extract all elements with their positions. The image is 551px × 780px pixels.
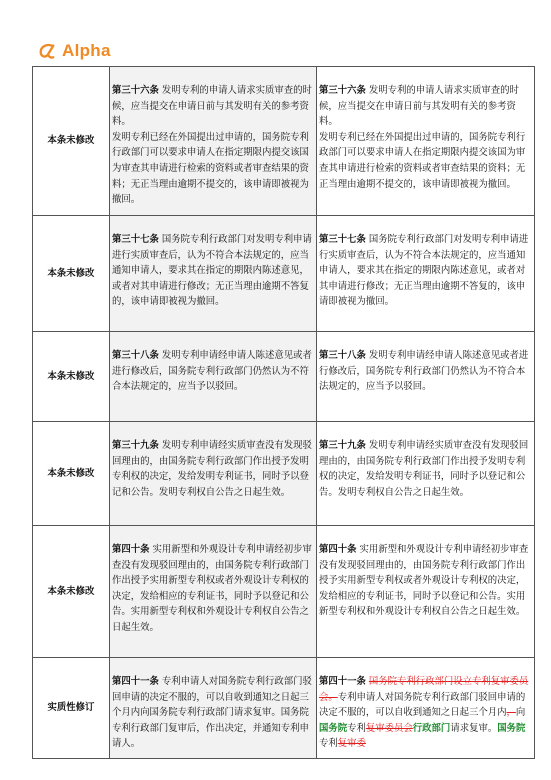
old-text-cell <box>110 216 317 332</box>
deleted-text: 国务院专利行政部门设立专利复审委员会。 <box>319 676 529 703</box>
old-text-cell <box>110 332 317 422</box>
article-number: 第三十八条 <box>319 350 366 361</box>
article-text: 请求复审。 <box>450 722 498 734</box>
status-cell: 本条未修改 <box>33 332 110 422</box>
article-text: 发明专利申请经申请人陈述意见或者进行修改后，国务院专利行政部门仍然认为不符合本法规定的，应当予以驳回。 <box>112 350 312 393</box>
article-number: 第三十九条 <box>319 440 366 451</box>
table-row <box>33 332 535 422</box>
new-text-cell <box>317 216 535 332</box>
comparison-table <box>32 66 535 759</box>
table-row <box>33 422 535 526</box>
paragraph <box>112 83 315 130</box>
alpha-logo-icon <box>38 42 56 60</box>
article-number: 第四十条 <box>112 544 150 555</box>
status-cell: 本条未修改 <box>33 422 110 526</box>
status-cell: 本条未修改 <box>33 526 110 658</box>
paragraph <box>319 232 533 310</box>
deleted-text: 复审委 <box>337 738 366 750</box>
article-number: 第四十条 <box>319 544 357 555</box>
article-text: 国务院专利行政部门对发明专利申请进行实质审查后，认为不符合本法规定的，应当通知申请人，要求其在指定的期限内陈述意见，或者对其申请进行修改；无正当理由逾期不答复的，该申请即被视为撤回。 <box>112 234 312 308</box>
article-number: 第三十六条 <box>112 85 159 96</box>
article-number: 第三十八条 <box>112 350 159 361</box>
table-row <box>33 216 535 332</box>
status-cell: 本条未修改 <box>33 67 110 216</box>
paragraph <box>319 674 533 752</box>
inserted-text: 行政部门 <box>412 722 451 734</box>
deleted-text: ， <box>506 707 516 719</box>
paragraph <box>319 83 533 130</box>
article-text: 向 <box>515 707 526 719</box>
paragraph <box>319 542 533 620</box>
status-cell: 实质性修订 <box>33 658 110 759</box>
old-text-cell <box>110 422 317 526</box>
article-text: 发明专利的申请人请求实质审查的时候，应当提交在申请日前与其发明有关的参考资料。 <box>112 85 312 128</box>
article-text: 发明专利的申请人请求实质审查的时候，应当提交在申请日前与其发明有关的参考资料。 <box>319 85 519 128</box>
paragraph: 发明专利已经在外国提出过申请的，国务院专利行政部门可以要求申请人在指定期限内提交该国为审查其申请进行检索的资料或者审查结果的资料；无正当理由逾期不提交的，该申请即被视为撤回。 <box>112 131 309 206</box>
paragraph <box>112 348 315 395</box>
article-text: 实用新型和外观设计专利申请经初步审查没有发现驳回理由的，由国务院专利行政部门作出授予实用新型专利权或者外观设计专利权的决定，发给相应的专利证书，同时予以登记和公告。实用新型专利权和外观设计专利权自公告之日起生效。 <box>112 544 312 633</box>
new-text-cell <box>317 422 535 526</box>
paragraph <box>319 348 533 395</box>
paragraph <box>319 438 533 500</box>
brand-logo <box>38 40 111 62</box>
brand-name: Alpha <box>62 41 111 60</box>
inserted-text: 国务院 <box>319 722 348 734</box>
article-text: 专利申请人对国务院专利行政部门驳回申请的决定不服的，可以自收到通知之日起三个月内向国务院专利行政部门请求复审。国务院专利行政部门复审后，作出决定，并通知专利申请人。 <box>112 676 312 750</box>
paragraph <box>112 674 315 752</box>
article-text: 专利 <box>347 722 366 734</box>
article-number: 第四十一条 <box>112 676 159 687</box>
paragraph <box>112 438 315 500</box>
article-text: 专利 <box>319 738 338 750</box>
article-number: 第三十九条 <box>112 440 159 451</box>
old-text-cell <box>110 526 317 658</box>
article-text: 发明专利申请经申请人陈述意见或者进行修改后，国务院专利行政部门仍然认为不符合本法规定的，应当予以驳回。 <box>319 350 529 393</box>
new-text-cell <box>317 526 535 658</box>
article-number: 第三十七条 <box>112 234 159 245</box>
paragraph <box>112 232 315 310</box>
old-text-cell <box>110 658 317 759</box>
table-row <box>33 526 535 658</box>
new-text-cell <box>317 67 535 216</box>
paragraph: 发明专利已经在外国提出过申请的，国务院专利行政部门可以要求申请人在指定期限内提交该国为审查其申请进行检索的资料或者审查结果的资料；无正当理由逾期不提交的，该申请即被视为撤回。 <box>319 131 526 190</box>
status-cell: 本条未修改 <box>33 216 110 332</box>
new-text-cell <box>317 658 535 759</box>
article-text: 专利申请人对国务院专利行政部门驳回申请的决定不服的，可以自收到通知之日起三个月内 <box>319 691 526 719</box>
inserted-text: 国务院 <box>497 722 526 734</box>
article-text: 国务院专利行政部门对发明专利申请进行实质审查后，认为不符合本法规定的，应当通知申请人，要求其在指定的期限内陈述意见，或者对其申请进行修改；无正当理由逾期不答复的，该申请即被视为撤回。 <box>319 234 529 308</box>
article-text: 实用新型和外观设计专利申请经初步审查没有发现驳回理由的，由国务院专利行政部门作出授予实用新型专利权或者外观设计专利权的决定，发给相应的专利证书，同时予以登记和公告。实用新型专利权和外观设计专利权自公告之日起生效。 <box>319 544 529 618</box>
article-text: 发明专利申请经实质审查没有发现驳回理由的，由国务院专利行政部门作出授予发明专利权的决定，发给发明专利证书，同时予以登记和公告。发明专利权自公告之日起生效。 <box>112 440 312 498</box>
article-text: 发明专利申请经实质审查没有发现驳回理由的，由国务院专利行政部门作出授予发明专利权的决定，发给发明专利证书，同时予以登记和公告。发明专利权自公告之日起生效。 <box>319 440 529 498</box>
article-number: 第四十一条 <box>319 676 366 687</box>
paragraph <box>112 542 315 636</box>
article-number: 第三十六条 <box>319 85 366 96</box>
new-text-cell <box>317 332 535 422</box>
table-row <box>33 67 535 216</box>
old-text-cell <box>110 67 317 216</box>
deleted-text: 复审委员会 <box>365 722 413 734</box>
table-row <box>33 658 535 759</box>
article-number: 第三十七条 <box>319 234 366 245</box>
